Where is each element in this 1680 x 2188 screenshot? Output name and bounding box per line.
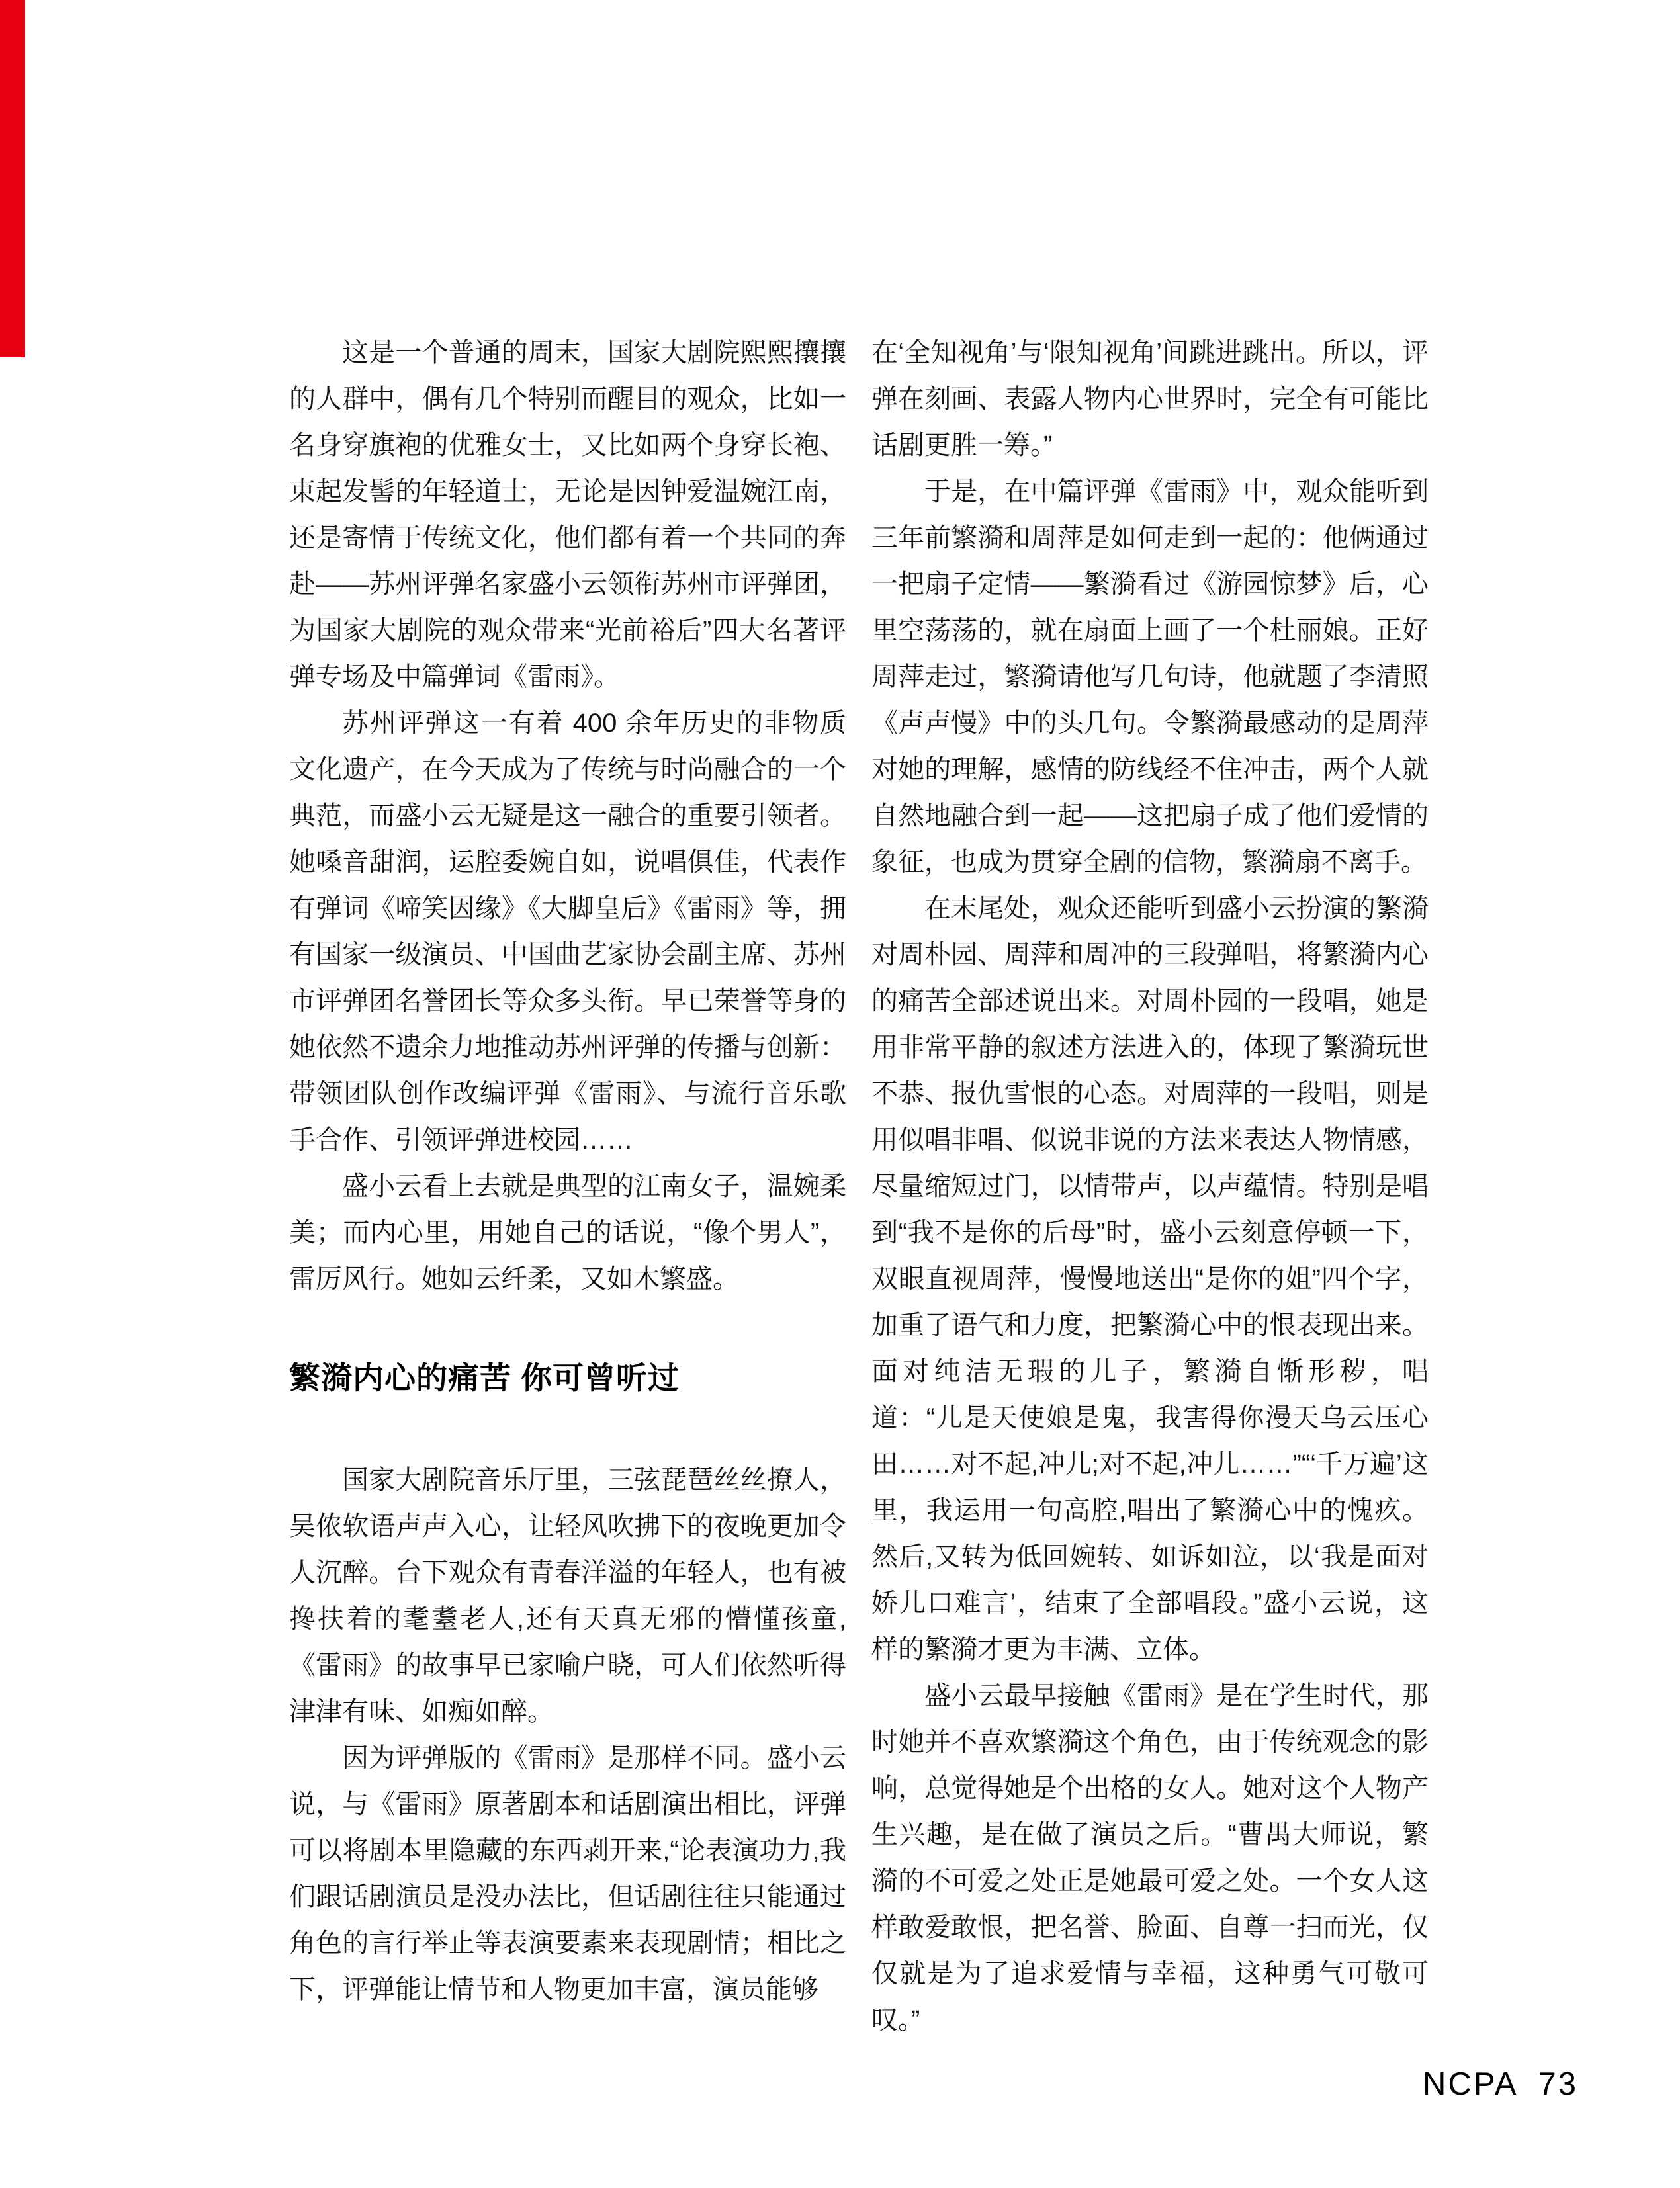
paragraph: 这是一个普通的周末，国家大剧院熙熙攘攘的人群中，偶有几个特别而醒目的观众，比如一名身穿旗袍的优雅女士，又比如两个身穿长袍、束起发髻的年轻道士，无论是因钟爱温婉江南，还是寄情于传统文化，他们都有着一个共同的奔赴——苏州评弹名家盛小云领衔苏州市评弹团，为国家大剧院的观众带来“光前裕后”四大名著评弹专场及中篇弹词《雷雨》。: [289, 338, 846, 691]
paragraph: 苏州评弹这一有着 400 余年历史的非物质文化遗产，在今天成为了传统与时尚融合的一个典范，而盛小云无疑是这一融合的重要引领者。她嗓音甜润，运腔委婉自如，说唱俱佳，代表作有弹词《啼笑因缘》《大脚皇后》《雷雨》等，拥有国家一级演员、中国曲艺家协会副主席、苏州市评弹团名誉团长等众多头衔。早已荣誉等身的她依然不遗余力地推动苏州评弹的传播与创新：带领团队创作改编评弹《雷雨》、与流行音乐歌手合作、引领评弹进校园……: [289, 709, 846, 1155]
article-column-right: [871, 329, 1429, 2043]
paragraph: 盛小云看上去就是典型的江南女子，温婉柔美；而内心里，用她自己的话说，“像个男人”，雷厉风行。她如云纤柔，又如木繁盛。: [289, 1172, 846, 1293]
paragraph: 因为评弹版的《雷雨》是那样不同。盛小云说，与《雷雨》原著剧本和话剧演出相比，评弹可以将剧本里隐藏的东西剥开来,“论表演功力,我们跟话剧演员是没办法比，但话剧往往只能通过角色的言行举止等表演要素来表现剧情；相比之下，评弹能让情节和人物更加丰富，演员能够: [289, 1743, 846, 2004]
section-heading: 繁漪内心的痛苦 你可曾听过: [289, 1360, 680, 1395]
article-column-left: [289, 329, 846, 2013]
page-footer: [1423, 2067, 1578, 2101]
paragraph: 在末尾处，观众还能听到盛小云扮演的繁漪对周朴园、周萍和周冲的三段弹唱，将繁漪内心的痛苦全部述说出来。对周朴园的一段唱，她是用非常平静的叙述方法进入的，体现了繁漪玩世不恭、报仇雪恨的心态。对周萍的一段唱，则是用似唱非唱、似说非说的方法来表达人物情感，尽量缩短过门，以情带声，以声蕴情。特别是唱到“我不是你的后母”时，盛小云刻意停顿一下，双眼直视周萍，慢慢地送出“是你的姐”四个字，加重了语气和力度，把繁漪心中的恨表现出来。面对纯洁无瑕的儿子，繁漪自惭形秽，唱道：“儿是天使娘是鬼，我害得你漫天乌云压心田……对不起,冲儿;对不起,冲儿……”“‘千万遍’这里，我运用一句高腔,唱出了繁漪心中的愧疚。然后,又转为低回婉转、如诉如泣，以‘我是面对娇儿口难言’，结束了全部唱段。”盛小云说，这样的繁漪才更为丰满、立体。: [871, 894, 1429, 1664]
paragraph: 国家大剧院音乐厅里，三弦琵琶丝丝撩人，吴侬软语声声入心，让轻风吹拂下的夜晚更加令人沉醉。台下观众有青春洋溢的年轻人，也有被搀扶着的耄耋老人,还有天真无邪的懵懂孩童,《雷雨》的故事早已家喻户晓，可人们依然听得津津有味、如痴如醉。: [289, 1466, 846, 1726]
paragraph: 于是，在中篇评弹《雷雨》中，观众能听到三年前繁漪和周萍是如何走到一起的：他俩通过一把扇子定情——繁漪看过《游园惊梦》后，心里空荡荡的，就在扇面上画了一个杜丽娘。正好周萍走过，繁漪请他写几句诗，他就题了李清照《声声慢》中的头几句。令繁漪最感动的是周萍对她的理解，感情的防线经不住冲击，两个人就自然地融合到一起——这把扇子成了他们爱情的象征，也成为贯穿全剧的信物，繁漪扇不离手。: [871, 477, 1429, 877]
page-edge-tab: [0, 0, 25, 357]
page-number: 73: [1538, 2066, 1579, 2102]
paragraph: 盛小云最早接触《雷雨》是在学生时代，那时她并不喜欢繁漪这个角色，由于传统观念的影响，总觉得她是个出格的女人。她对这个人物产生兴趣，是在做了演员之后。“曹禺大师说，繁漪的不可爱之处正是她最可爱之处。一个女人这样敢爱敢恨，把名誉、脸面、自尊一扫而光，仅仅就是为了追求爱情与幸福，这种勇气可敬可叹。”: [871, 1681, 1429, 2035]
paragraph-continuation: 在‘全知视角’与‘限知视角’间跳进跳出。所以，评弹在刻画、表露人物内心世界时，完全有可能比话剧更胜一筹。”: [871, 338, 1429, 460]
magazine-brand: NCPA: [1423, 2066, 1519, 2102]
